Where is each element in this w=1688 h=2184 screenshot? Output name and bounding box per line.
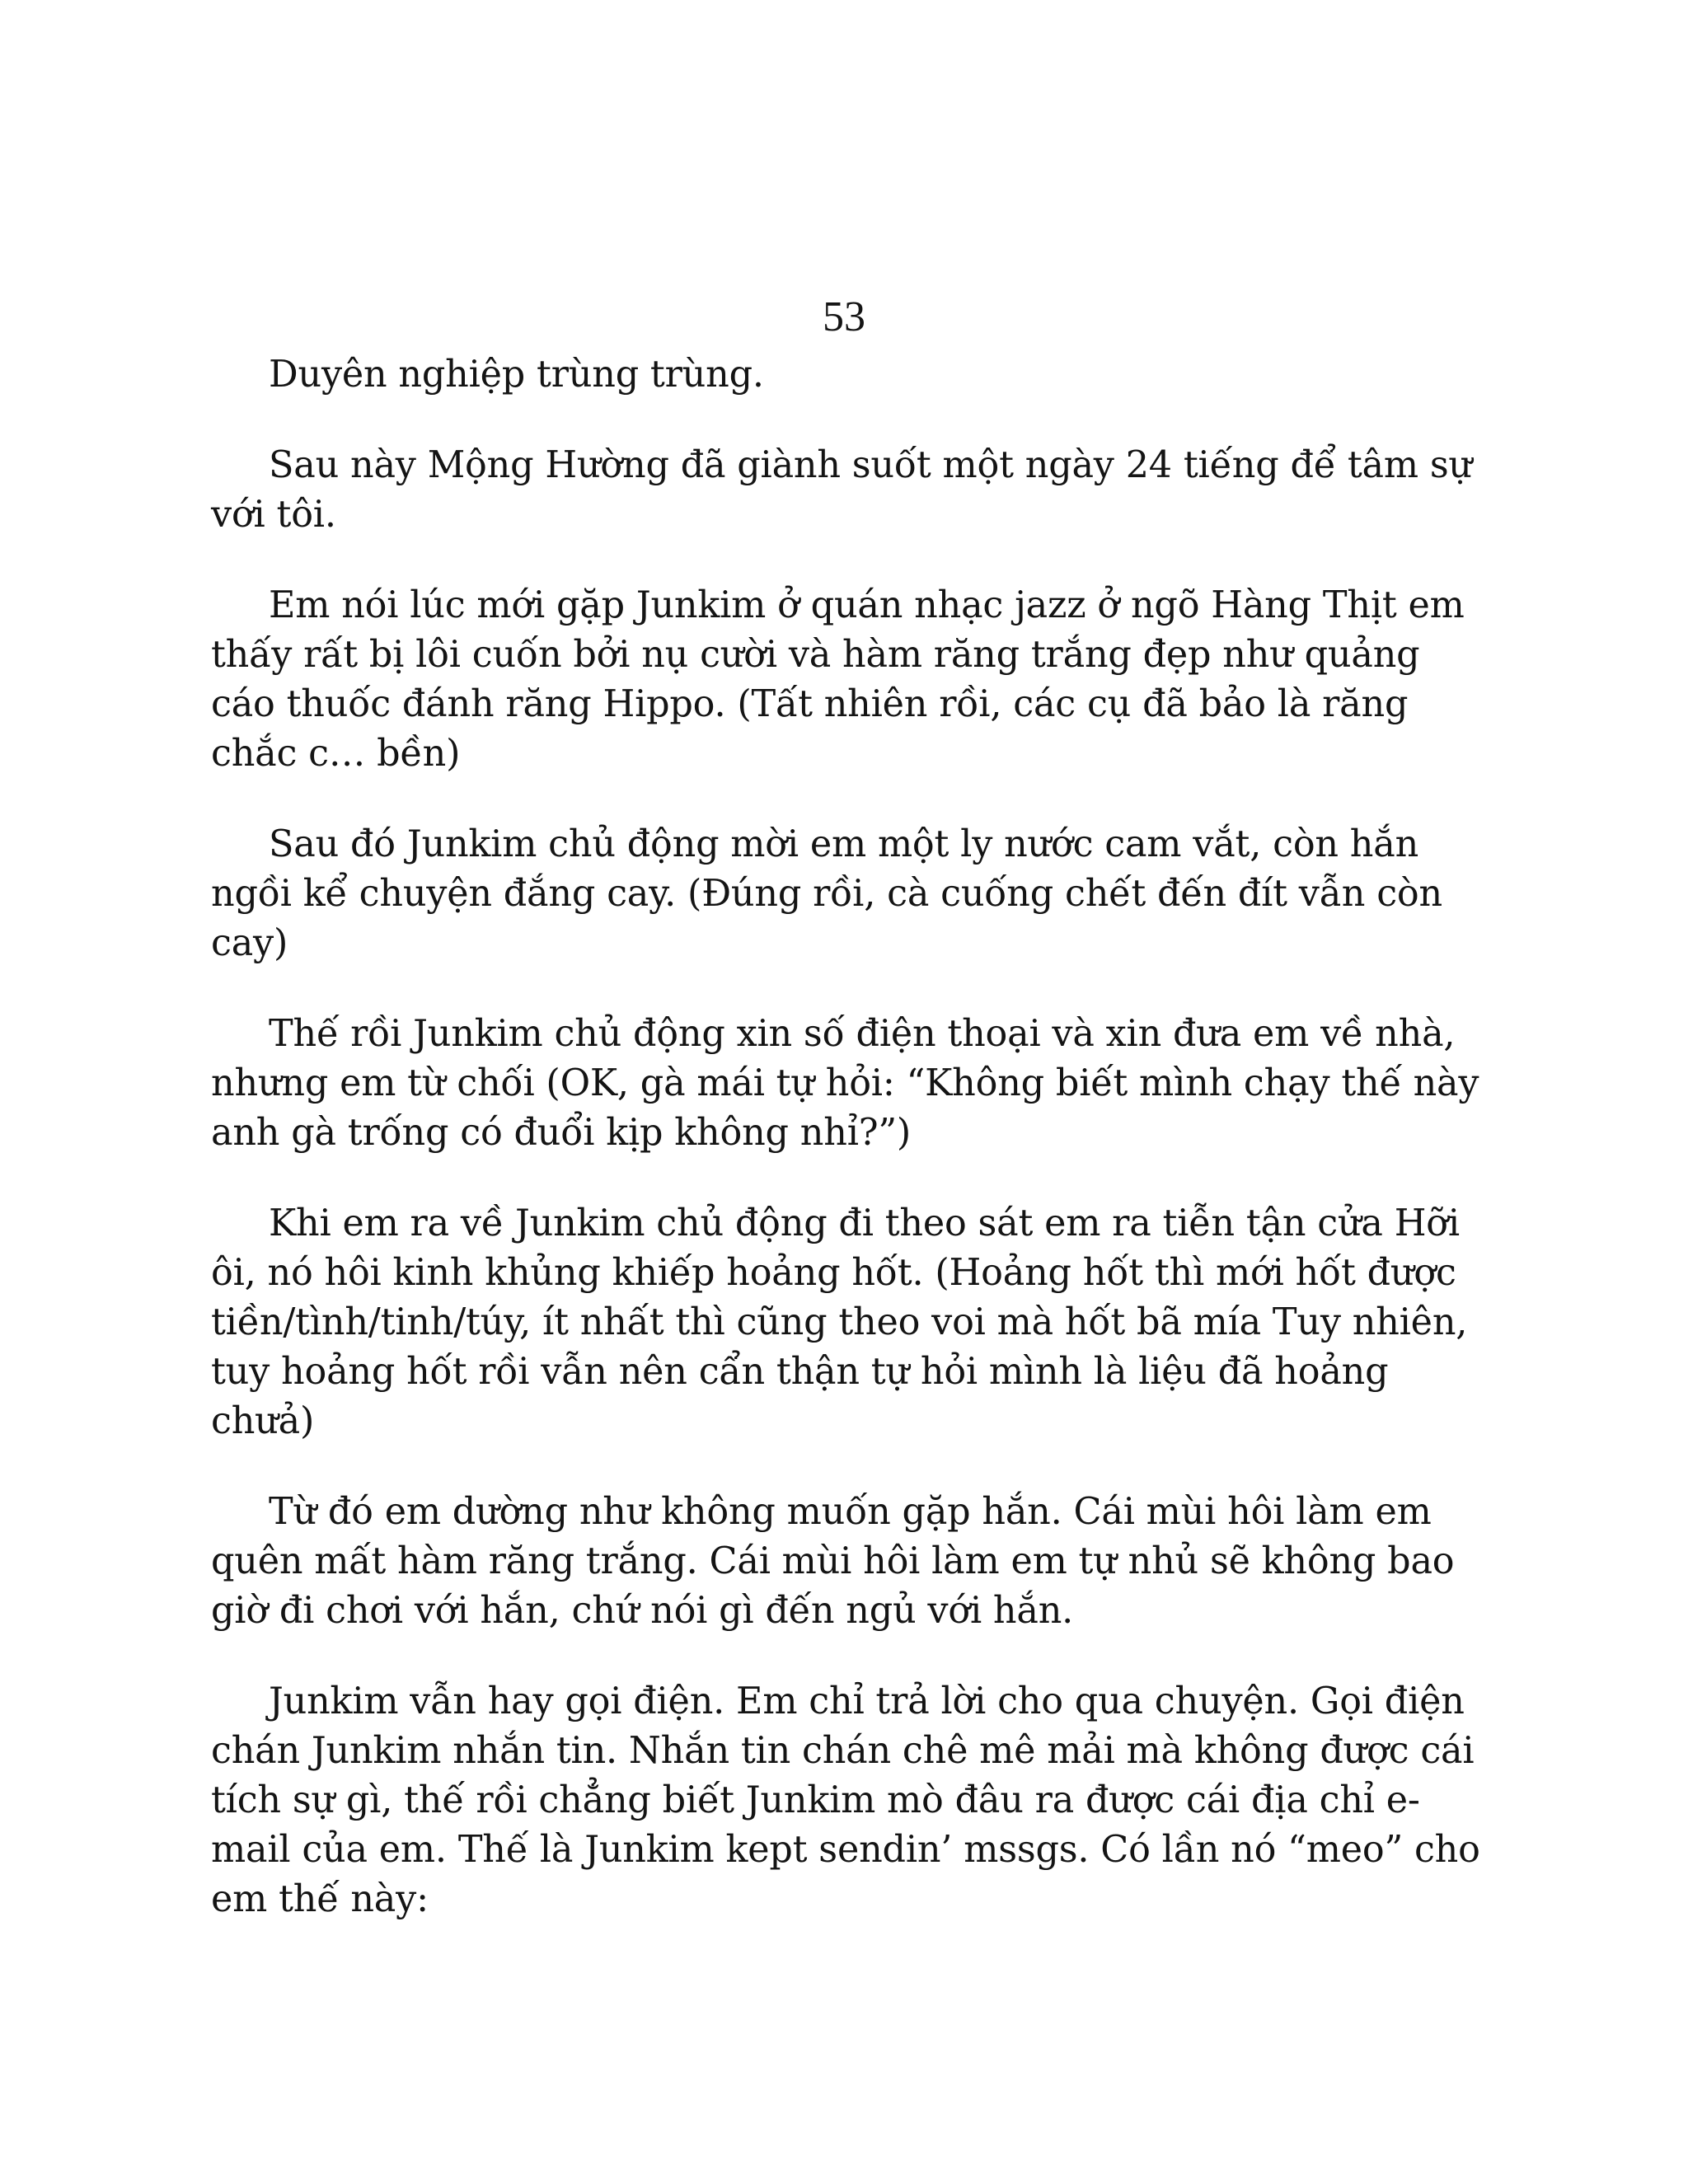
paragraph-6: Khi em ra về Junkim chủ động đi theo sát em ra tiễn tận cửa Hỡi ôi, nó hôi kinh khủng khiếp hoảng hốt. (Hoảng hốt thì mới hốt được tiền/tình/tinh/túy, ít nhất thì cũng theo voi mà hốt bã mía Tuy nhiên, tuy hoảng hốt rồi vẫn nên cẩn thận tự hỏi mình là liệu đã hoảng chưả) bbox=[211, 1202, 1468, 1442]
body-text bbox=[211, 350, 1480, 1966]
paragraph-8: Junkim vẫn hay gọi điện. Em chỉ trả lời cho qua chuyện. Gọi điện chán Junkim nhắn tin. Nhắn tin chán chê mê mải mà không được cái tích sự gì, thế rồi chẳng biết Junkim mò đâu ra được cái địa chỉ e-mail của em. Thế là Junkim kept sendin’ mssgs. Có lần nó “meo” cho em thế này: bbox=[211, 1680, 1480, 1920]
paragraph-3: Em nói lúc mới gặp Junkim ở quán nhạc jazz ở ngõ Hàng Thịt em thấy rất bị lôi cuốn bởi nụ cười và hàm răng trắng đẹp như quảng cáo thuốc đánh răng Hippo. (Tất nhiên rồi, các cụ đã bảo là răng chắc c… bền) bbox=[211, 584, 1465, 775]
paragraph-7: Từ đó em dường như không muốn gặp hắn. Cái mùi hôi làm em quên mất hàm răng trắng. Cái mùi hôi làm em tự nhủ sẽ không bao giờ đi chơi với hắn, chứ nói gì đến ngủ với hắn. bbox=[211, 1491, 1455, 1632]
paragraph-5: Thế rồi Junkim chủ động xin số điện thoại và xin đưa em về nhà, nhưng em từ chối (OK, gà mái tự hỏi: “Không biết mình chạy thế này anh gà trống có đuổi kịp không nhỉ?”) bbox=[211, 1013, 1479, 1154]
paragraph-1: Duyên nghiệp trùng trùng. bbox=[269, 354, 764, 396]
paragraph-4: Sau đó Junkim chủ động mời em một ly nước cam vắt, còn hắn ngồi kể chuyện đắng cay. (Đúng rồi, cà cuống chết đến đít vẫn còn cay) bbox=[211, 823, 1442, 964]
paragraph-2: Sau này Mộng Hường đã giành suốt một ngày 24 tiếng để tâm sự với tôi. bbox=[211, 444, 1472, 536]
page-number: 53 bbox=[823, 293, 865, 340]
